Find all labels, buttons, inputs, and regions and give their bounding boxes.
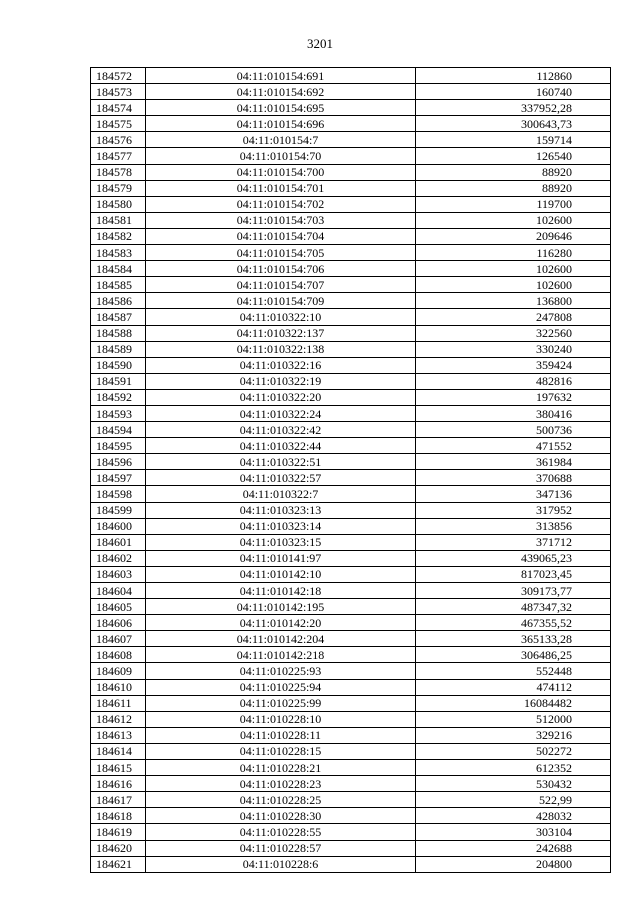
row-number-cell: 184613 xyxy=(91,727,146,743)
value-cell: 467355,52 xyxy=(416,615,611,631)
cadastral-number-cell: 04:11:010322:16 xyxy=(146,357,416,373)
cadastral-number-cell: 04:11:010322:138 xyxy=(146,341,416,357)
table-row xyxy=(91,824,611,840)
cadastral-number-cell: 04:11:010154:703 xyxy=(146,212,416,228)
row-number-cell: 184589 xyxy=(91,341,146,357)
cadastral-number-cell: 04:11:010322:137 xyxy=(146,325,416,341)
value-cell: 119700 xyxy=(416,196,611,212)
cadastral-number-cell: 04:11:010142:204 xyxy=(146,631,416,647)
table-row xyxy=(91,100,611,116)
table-row xyxy=(91,599,611,615)
row-number-cell: 184574 xyxy=(91,100,146,116)
table-row xyxy=(91,470,611,486)
table-row xyxy=(91,776,611,792)
table-row xyxy=(91,502,611,518)
cadastral-number-cell: 04:11:010154:709 xyxy=(146,293,416,309)
table-row xyxy=(91,228,611,244)
cadastral-number-cell: 04:11:010142:18 xyxy=(146,583,416,599)
table-row xyxy=(91,373,611,389)
cadastral-number-cell: 04:11:010322:20 xyxy=(146,389,416,405)
value-cell: 88920 xyxy=(416,180,611,196)
row-number-cell: 184599 xyxy=(91,502,146,518)
table-row xyxy=(91,196,611,212)
value-cell: 500736 xyxy=(416,422,611,438)
row-number-cell: 184585 xyxy=(91,277,146,293)
table-row xyxy=(91,212,611,228)
row-number-cell: 184576 xyxy=(91,132,146,148)
value-cell: 347136 xyxy=(416,486,611,502)
row-number-cell: 184601 xyxy=(91,534,146,550)
cadastral-number-cell: 04:11:010142:10 xyxy=(146,566,416,582)
cadastral-number-cell: 04:11:010154:692 xyxy=(146,84,416,100)
cadastral-number-cell: 04:11:010228:21 xyxy=(146,760,416,776)
value-cell: 116280 xyxy=(416,245,611,261)
table-row xyxy=(91,792,611,808)
cadastral-number-cell: 04:11:010154:701 xyxy=(146,180,416,196)
value-cell: 428032 xyxy=(416,808,611,824)
table-row xyxy=(91,245,611,261)
table-row xyxy=(91,856,611,872)
value-cell: 365133,28 xyxy=(416,631,611,647)
value-cell: 380416 xyxy=(416,405,611,421)
row-number-cell: 184605 xyxy=(91,599,146,615)
row-number-cell: 184584 xyxy=(91,261,146,277)
cadastral-number-cell: 04:11:010228:57 xyxy=(146,840,416,856)
row-number-cell: 184591 xyxy=(91,373,146,389)
value-cell: 359424 xyxy=(416,357,611,373)
row-number-cell: 184577 xyxy=(91,148,146,164)
table-row xyxy=(91,148,611,164)
value-cell: 136800 xyxy=(416,293,611,309)
table-row xyxy=(91,727,611,743)
table-body xyxy=(91,68,611,873)
row-number-cell: 184598 xyxy=(91,486,146,502)
row-number-cell: 184579 xyxy=(91,180,146,196)
table-row xyxy=(91,84,611,100)
table-row xyxy=(91,679,611,695)
row-number-cell: 184596 xyxy=(91,454,146,470)
cadastral-number-cell: 04:11:010322:7 xyxy=(146,486,416,502)
cadastral-number-cell: 04:11:010142:20 xyxy=(146,615,416,631)
table-row xyxy=(91,647,611,663)
value-cell: 16084482 xyxy=(416,695,611,711)
row-number-cell: 184612 xyxy=(91,711,146,727)
cadastral-number-cell: 04:11:010228:30 xyxy=(146,808,416,824)
table-row xyxy=(91,422,611,438)
row-number-cell: 184614 xyxy=(91,743,146,759)
table-row xyxy=(91,68,611,84)
table-row xyxy=(91,486,611,502)
cadastral-number-cell: 04:11:010322:57 xyxy=(146,470,416,486)
row-number-cell: 184620 xyxy=(91,840,146,856)
value-cell: 247808 xyxy=(416,309,611,325)
table-row xyxy=(91,116,611,132)
value-cell: 313856 xyxy=(416,518,611,534)
value-cell: 102600 xyxy=(416,212,611,228)
cadastral-number-cell: 04:11:010228:15 xyxy=(146,743,416,759)
value-cell: 242688 xyxy=(416,840,611,856)
cadastral-number-cell: 04:11:010322:51 xyxy=(146,454,416,470)
value-cell: 612352 xyxy=(416,760,611,776)
table-row xyxy=(91,695,611,711)
cadastral-number-cell: 04:11:010322:10 xyxy=(146,309,416,325)
table-row xyxy=(91,438,611,454)
table-row xyxy=(91,454,611,470)
cadastral-number-cell: 04:11:010225:93 xyxy=(146,663,416,679)
table-row xyxy=(91,743,611,759)
cadastral-number-cell: 04:11:010154:695 xyxy=(146,100,416,116)
row-number-cell: 184619 xyxy=(91,824,146,840)
row-number-cell: 184578 xyxy=(91,164,146,180)
row-number-cell: 184595 xyxy=(91,438,146,454)
value-cell: 439065,23 xyxy=(416,550,611,566)
value-cell: 361984 xyxy=(416,454,611,470)
row-number-cell: 184586 xyxy=(91,293,146,309)
cadastral-number-cell: 04:11:010225:99 xyxy=(146,695,416,711)
row-number-cell: 184615 xyxy=(91,760,146,776)
row-number-cell: 184594 xyxy=(91,422,146,438)
row-number-cell: 184609 xyxy=(91,663,146,679)
row-number-cell: 184604 xyxy=(91,583,146,599)
cadastral-number-cell: 04:11:010228:11 xyxy=(146,727,416,743)
cadastral-number-cell: 04:11:010323:13 xyxy=(146,502,416,518)
data-table xyxy=(90,67,611,873)
cadastral-number-cell: 04:11:010322:24 xyxy=(146,405,416,421)
value-cell: 102600 xyxy=(416,277,611,293)
row-number-cell: 184588 xyxy=(91,325,146,341)
value-cell: 88920 xyxy=(416,164,611,180)
table-row xyxy=(91,261,611,277)
row-number-cell: 184573 xyxy=(91,84,146,100)
cadastral-number-cell: 04:11:010154:705 xyxy=(146,245,416,261)
value-cell: 502272 xyxy=(416,743,611,759)
table-row xyxy=(91,808,611,824)
cadastral-number-cell: 04:11:010154:700 xyxy=(146,164,416,180)
table-row xyxy=(91,293,611,309)
value-cell: 209646 xyxy=(416,228,611,244)
value-cell: 482816 xyxy=(416,373,611,389)
table-row xyxy=(91,663,611,679)
cadastral-number-cell: 04:11:010228:6 xyxy=(146,856,416,872)
value-cell: 197632 xyxy=(416,389,611,405)
row-number-cell: 184617 xyxy=(91,792,146,808)
cadastral-number-cell: 04:11:010228:55 xyxy=(146,824,416,840)
row-number-cell: 184593 xyxy=(91,405,146,421)
cadastral-number-cell: 04:11:010154:707 xyxy=(146,277,416,293)
value-cell: 330240 xyxy=(416,341,611,357)
cadastral-number-cell: 04:11:010154:706 xyxy=(146,261,416,277)
value-cell: 204800 xyxy=(416,856,611,872)
row-number-cell: 184621 xyxy=(91,856,146,872)
table-row xyxy=(91,711,611,727)
value-cell: 329216 xyxy=(416,727,611,743)
value-cell: 474112 xyxy=(416,679,611,695)
cadastral-number-cell: 04:11:010142:218 xyxy=(146,647,416,663)
row-number-cell: 184616 xyxy=(91,776,146,792)
row-number-cell: 184582 xyxy=(91,228,146,244)
cadastral-number-cell: 04:11:010141:97 xyxy=(146,550,416,566)
cadastral-number-cell: 04:11:010154:70 xyxy=(146,148,416,164)
row-number-cell: 184587 xyxy=(91,309,146,325)
value-cell: 337952,28 xyxy=(416,100,611,116)
row-number-cell: 184592 xyxy=(91,389,146,405)
cadastral-number-cell: 04:11:010323:14 xyxy=(146,518,416,534)
cadastral-number-cell: 04:11:010322:42 xyxy=(146,422,416,438)
cadastral-number-cell: 04:11:010323:15 xyxy=(146,534,416,550)
value-cell: 817023,45 xyxy=(416,566,611,582)
row-number-cell: 184606 xyxy=(91,615,146,631)
table-row xyxy=(91,534,611,550)
table-row xyxy=(91,518,611,534)
row-number-cell: 184602 xyxy=(91,550,146,566)
table-row xyxy=(91,550,611,566)
table-row xyxy=(91,341,611,357)
cadastral-number-cell: 04:11:010142:195 xyxy=(146,599,416,615)
value-cell: 300643,73 xyxy=(416,116,611,132)
value-cell: 371712 xyxy=(416,534,611,550)
value-cell: 112860 xyxy=(416,68,611,84)
row-number-cell: 184600 xyxy=(91,518,146,534)
value-cell: 530432 xyxy=(416,776,611,792)
cadastral-number-cell: 04:11:010154:691 xyxy=(146,68,416,84)
row-number-cell: 184581 xyxy=(91,212,146,228)
value-cell: 102600 xyxy=(416,261,611,277)
row-number-cell: 184590 xyxy=(91,357,146,373)
table-row xyxy=(91,405,611,421)
cadastral-number-cell: 04:11:010154:704 xyxy=(146,228,416,244)
value-cell: 522,99 xyxy=(416,792,611,808)
value-cell: 512000 xyxy=(416,711,611,727)
row-number-cell: 184618 xyxy=(91,808,146,824)
cadastral-number-cell: 04:11:010228:23 xyxy=(146,776,416,792)
table-row xyxy=(91,277,611,293)
table-row xyxy=(91,357,611,373)
cadastral-number-cell: 04:11:010154:702 xyxy=(146,196,416,212)
table-row xyxy=(91,180,611,196)
table-row xyxy=(91,309,611,325)
page-number: 3201 xyxy=(307,36,333,51)
row-number-cell: 184607 xyxy=(91,631,146,647)
value-cell: 309173,77 xyxy=(416,583,611,599)
row-number-cell: 184603 xyxy=(91,566,146,582)
value-cell: 126540 xyxy=(416,148,611,164)
table-row xyxy=(91,389,611,405)
value-cell: 160740 xyxy=(416,84,611,100)
cadastral-number-cell: 04:11:010154:696 xyxy=(146,116,416,132)
row-number-cell: 184608 xyxy=(91,647,146,663)
cadastral-number-cell: 04:11:010228:10 xyxy=(146,711,416,727)
row-number-cell: 184611 xyxy=(91,695,146,711)
value-cell: 370688 xyxy=(416,470,611,486)
row-number-cell: 184575 xyxy=(91,116,146,132)
row-number-cell: 184597 xyxy=(91,470,146,486)
row-number-cell: 184572 xyxy=(91,68,146,84)
cadastral-number-cell: 04:11:010228:25 xyxy=(146,792,416,808)
value-cell: 317952 xyxy=(416,502,611,518)
row-number-cell: 184583 xyxy=(91,245,146,261)
value-cell: 487347,32 xyxy=(416,599,611,615)
table-row xyxy=(91,631,611,647)
table-row xyxy=(91,132,611,148)
cadastral-number-cell: 04:11:010322:19 xyxy=(146,373,416,389)
table-row xyxy=(91,583,611,599)
table-row xyxy=(91,325,611,341)
value-cell: 306486,25 xyxy=(416,647,611,663)
table-row xyxy=(91,840,611,856)
row-number-cell: 184610 xyxy=(91,679,146,695)
table-row xyxy=(91,164,611,180)
value-cell: 471552 xyxy=(416,438,611,454)
value-cell: 322560 xyxy=(416,325,611,341)
cadastral-number-cell: 04:11:010154:7 xyxy=(146,132,416,148)
cadastral-number-cell: 04:11:010225:94 xyxy=(146,679,416,695)
value-cell: 552448 xyxy=(416,663,611,679)
row-number-cell: 184580 xyxy=(91,196,146,212)
cadastral-number-cell: 04:11:010322:44 xyxy=(146,438,416,454)
value-cell: 159714 xyxy=(416,132,611,148)
table-row xyxy=(91,760,611,776)
table-row xyxy=(91,615,611,631)
table-row xyxy=(91,566,611,582)
value-cell: 303104 xyxy=(416,824,611,840)
